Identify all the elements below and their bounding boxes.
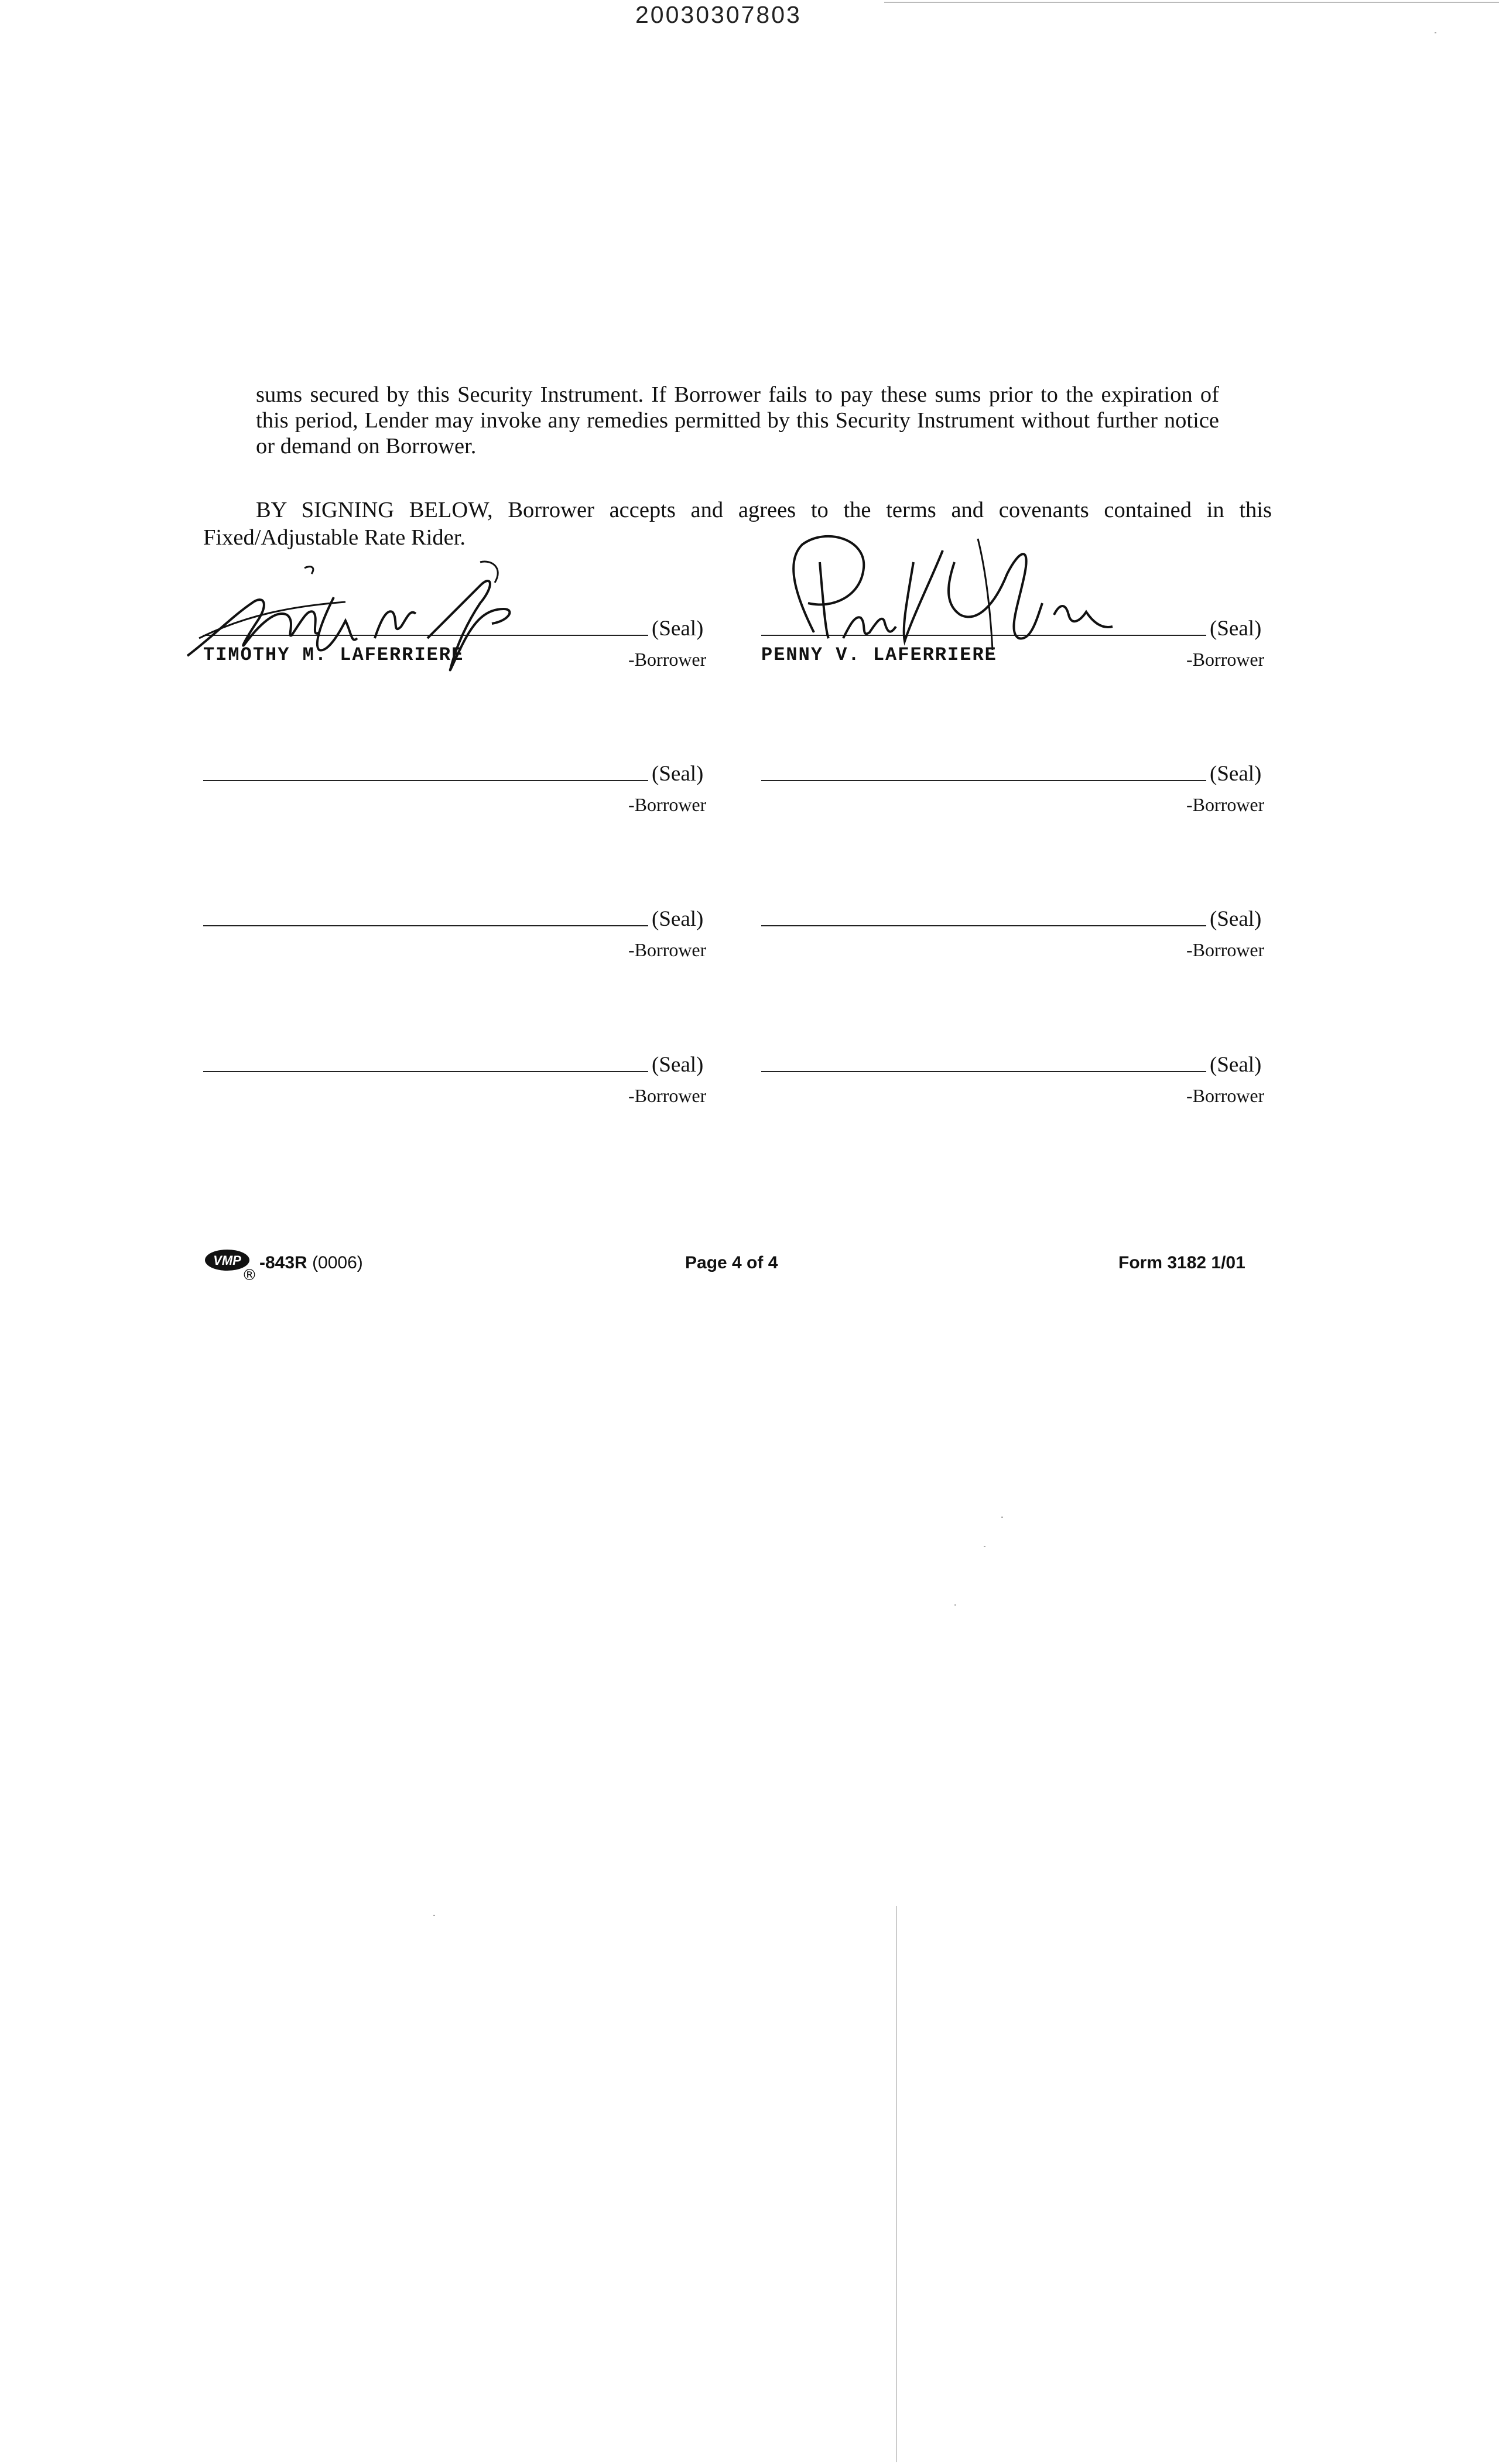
signature-line [761,780,1206,781]
scan-speck [1001,1517,1003,1518]
document-number: 20030307803 [635,1,802,28]
signature-block-8 [761,1046,1271,1117]
borrower-role: -Borrower [1186,939,1265,960]
signature-block-5 [203,901,713,971]
borrower-role: -Borrower [628,794,707,815]
signature-line [761,925,1206,926]
borrower-name: TIMOTHY M. LAFERRIERE [203,644,464,666]
logo-text: VMP [213,1253,241,1268]
top-rule [884,2,1499,3]
seal-label: (Seal) [652,1053,704,1077]
borrower-role: -Borrower [628,939,707,960]
signature-line [761,1071,1206,1072]
scan-speck [1435,32,1436,33]
signature-block-3 [203,755,713,826]
scan-speck [433,1915,435,1916]
seal-label: (Seal) [1210,907,1262,931]
borrower-role: -Borrower [628,1085,707,1106]
paragraph-signing-below: BY SIGNING BELOW, Borrower accepts and agrees to the terms and covenants contained in this Fixed/Adjustable Rate Rider. [203,498,1272,550]
seal-label: (Seal) [1210,617,1262,641]
signature-line [203,1071,648,1072]
signature-line [761,635,1206,636]
borrower-role: -Borrower [628,649,707,670]
scan-speck [984,1546,985,1547]
seal-label: (Seal) [652,762,704,786]
footer-form-number: Form 3182 1/01 [1118,1253,1245,1272]
borrower-name: PENNY V. LAFERRIERE [761,644,997,666]
registered-mark: ® [242,1267,257,1284]
seal-label: (Seal) [652,907,704,931]
signature-block-2 [761,610,1271,680]
seal-label: (Seal) [1210,762,1262,786]
borrower-role: -Borrower [1186,1085,1265,1106]
signature-block-7 [203,1046,713,1117]
signature-block-1 [203,610,713,680]
seal-label: (Seal) [1210,1053,1262,1077]
signature-line [203,925,648,926]
scan-speck [954,1604,956,1606]
footer-form-code: -843R (0006) [259,1253,363,1272]
signature-line [203,780,648,781]
scan-artifact-line [896,1906,897,2462]
signature-block-4 [761,755,1271,826]
signature-line [203,635,648,636]
borrower-role: -Borrower [1186,649,1265,670]
footer-page-number: Page 4 of 4 [685,1253,778,1272]
seal-label: (Seal) [652,617,704,641]
signature-block-6 [761,901,1271,971]
borrower-role: -Borrower [1186,794,1265,815]
paragraph-remedies: sums secured by this Security Instrument. If Borrower fails to pay these sums prior to the expiration of this period, Lender may invoke any remedies permitted by this Security Instrument without further notice or demand on Borrower. [256,382,1219,458]
